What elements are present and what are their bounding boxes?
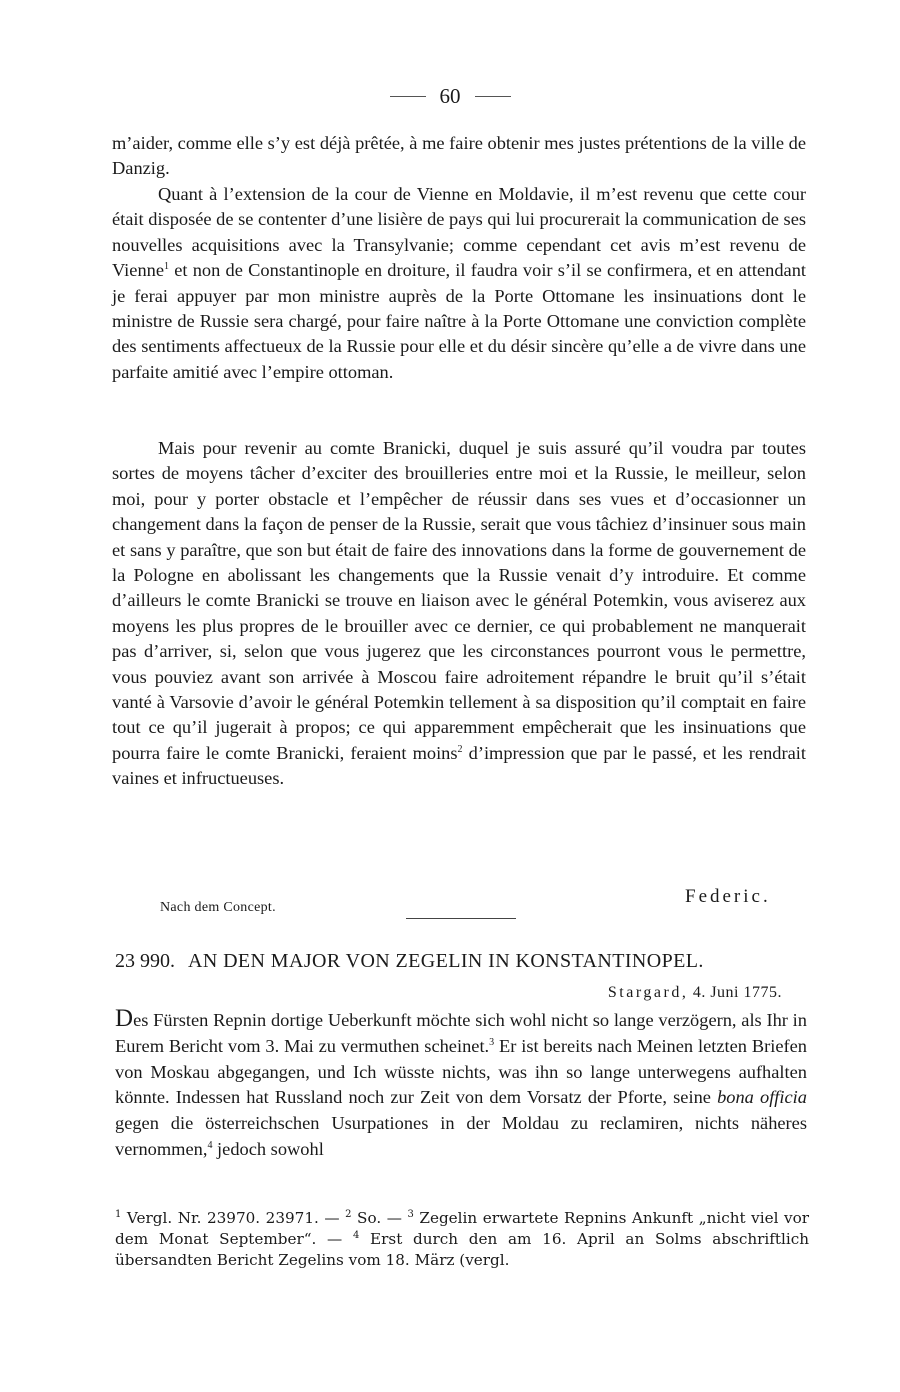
- footnote-marker-3: 3: [407, 1208, 414, 1220]
- german-text-1: es Fürsten Repnin dortige Ueberkunft möchte sich wohl nicht so lange verzögern, als Ihr in Eurem Bericht vom 3. Mai zu vermuthen scheinet.: [115, 1010, 807, 1056]
- footnote-ref-4: 4: [207, 1139, 213, 1151]
- page-header: [0, 84, 900, 109]
- section-divider: [406, 918, 516, 919]
- footnote-marker-2: 2: [345, 1208, 352, 1220]
- footnote-marker-4: 4: [352, 1229, 360, 1241]
- french-paragraph-3: [112, 436, 806, 792]
- french-paragraph-2-part-a: Quant à l’extension de la cour de Vienne en Moldavie, il m’est revenu que cette cour était disposée de se contenter d’une lisière de pays qui lui procurerait la communication de ses nouvelles acquisitions avec la Transylvanie; comme cependant cet avis m’est revenu de Vienne: [112, 184, 807, 281]
- page-number: 60: [439, 84, 461, 108]
- header-rule-right: [475, 96, 511, 97]
- french-paragraph-2-part-b: et non de Constantinople en droiture, il faudra voir s’il se confirmera, et en attendant je ferai appuyer par mon ministre auprès de la Porte Ottomane les insinuations dont le ministre de Russie sera chargé, pour faire naître à la Porte Ottomane une conviction complète des sentiments affectueux de la Russie pour elle et du désir sincère qu’elle a de vivre dans une parfaite amitié avec l’empire ottoman.: [112, 260, 806, 382]
- german-text-2: Er ist bereits nach Meinen letzten Briefen von Moskau abgegangen, und Ich wüsste nichts, was ihn so lange unterwegens aufhalten könnte. Indessen hat Russland noch zur Zeit von dem Vorsatz der Pforte, seine: [115, 1035, 807, 1108]
- source-note: Nach dem Concept.: [160, 900, 276, 915]
- german-text-4: jedoch sowohl: [212, 1138, 324, 1159]
- footnote-ref-2: 2: [457, 743, 463, 755]
- german-text-3: gegen die österreichschen Usurpationes in der Moldau zu reclamiren, nichts näheres vernommen,: [115, 1113, 807, 1159]
- letter-number: 23 990.: [115, 950, 175, 972]
- french-paragraph-1-text: m’aider, comme elle s’y est déjà prêtée, à me faire obtenir mes justes prétentions de la ville de Danzig.: [112, 133, 806, 179]
- footnote-4: Erst durch den am 16. April an Solms abschriftlich übersandten Bericht Zegelins vom 18. März (vergl.: [115, 1230, 809, 1269]
- letter-date: 4. Juni 1775.: [692, 984, 782, 1001]
- footnote-1: Vergl. Nr. 23970. 23971. —: [121, 1209, 346, 1227]
- french-paragraph-3-part-b: d’impression que par le passé, et les rendrait vaines et infructueuses.: [112, 742, 806, 789]
- footnote-3: Zegelin erwartete Repnins Ankunft „nicht viel vor dem Monat September“. —: [115, 1209, 809, 1248]
- french-paragraph-3-part-a: Mais pour revenir au comte Branicki, duquel je suis assuré qu’il voudra par toutes sortes de moyens tâcher d’exciter des brouilleries entre moi et la Russie, le meilleur, selon moi, pour y porter obstacle et l’empêcher de réussir dans ses vues et d’occasionner un changement dans la façon de penser de la Russie, serait que vous tâchiez d’insinuer sous main et sans y paraître, que son but était de faire des innovations dans la forme de gouvernement de la Pologne en abolissant les changements que la Russie venait d’y introduire. Et comme d’ailleurs le comte Branicki se trouve en liaison avec le général Potemkin, vous aviserez aux moyens les plus propres de le brouiller avec ce dernier, ce qui probablement ne manquerait pas d’arriver, si, selon que vous jugerez que les circonstances pourront vous le permettre, vous pouviez avant son arrivée à Moscou faire adroitement répandre le bruit qu’il s’était vanté à Varsovie d’avoir le général Potemkin tellement à sa disposition qu’il comptait en faire tout ce qu’il jugerait à propos; ce qui apparemment empêcherait que les insinuations que pourra faire le comte Branicki, feraient moins: [112, 438, 806, 763]
- letter-heading: [115, 950, 815, 973]
- french-paragraph-2: [112, 182, 806, 385]
- initial-letter: D: [115, 1005, 134, 1032]
- footnote-marker-1: 1: [115, 1208, 122, 1220]
- header-rule-left: [390, 96, 426, 97]
- german-paragraph: [115, 1005, 807, 1163]
- footnote-ref-1: 1: [164, 261, 170, 273]
- german-italic-phrase: bona officia: [717, 1087, 807, 1108]
- letter-title: AN DEN MAJOR VON ZEGELIN IN KONSTANTINOPEL.: [188, 950, 704, 972]
- letter-place-date: [608, 984, 782, 1002]
- signature: Federic.: [685, 886, 771, 907]
- footnote-ref-3: 3: [489, 1036, 495, 1048]
- french-paragraph-1: [112, 131, 806, 182]
- letter-place: Stargard,: [607, 984, 689, 1001]
- footnotes: [115, 1208, 809, 1271]
- footnote-2: So. —: [351, 1209, 408, 1227]
